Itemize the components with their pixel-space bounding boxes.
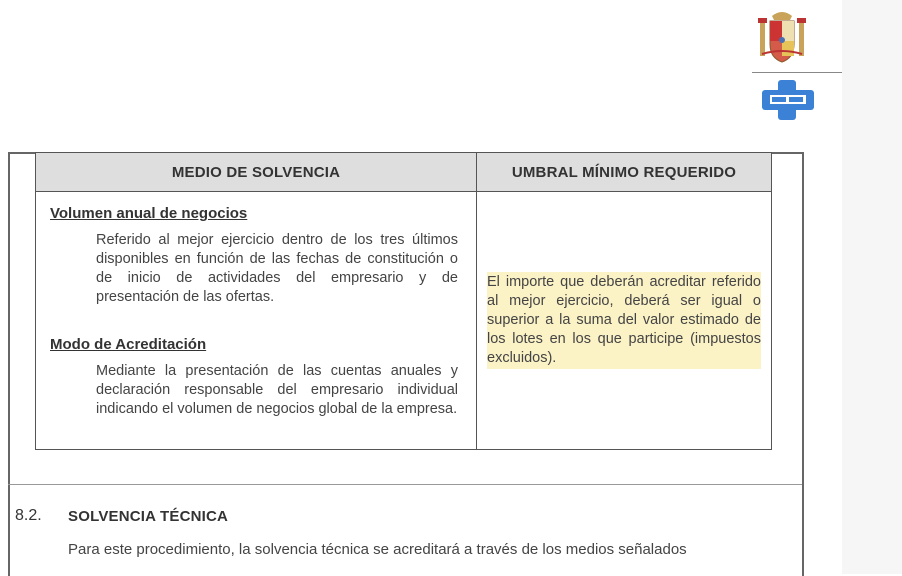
page-margin-shade (842, 0, 902, 574)
solvency-table (35, 152, 772, 450)
header-medio-de-solvencia: MEDIO DE SOLVENCIA (36, 153, 477, 192)
umbral-highlighted-text: El importe que deberán acreditar referido al mejor ejercicio, deberá ser igual o superior a la suma del valor estimado de los lotes en los que participe (impuestos excluidos). (487, 272, 761, 369)
section-number: 8.2. (15, 507, 42, 524)
medio-cell (36, 192, 477, 450)
health-service-logo (762, 80, 814, 120)
coat-of-arms-logo (756, 8, 808, 66)
header-logos (752, 8, 844, 123)
logo-divider-line (752, 72, 842, 73)
modo-heading: Modo de Acreditación (50, 336, 207, 353)
header-umbral-minimo: UMBRAL MÍNIMO REQUERIDO (477, 153, 772, 192)
section-intro: Para este procedimiento, la solvencia técnica se acreditará a través de los medios señalados (68, 541, 687, 558)
umbral-cell (477, 192, 772, 450)
section-divider (8, 484, 802, 485)
volumen-text: Referido al mejor ejercicio dentro de los tres últimos disponibles en función de las fechas de constitución o de inicio de actividades del empresario y de presentación de las ofertas. (96, 232, 458, 305)
volumen-heading: Volumen anual de negocios (50, 205, 248, 222)
section-title: SOLVENCIA TÉCNICA (68, 508, 229, 525)
modo-text: Mediante la presentación de las cuentas anuales y declaración responsable del empresario individual indicando el volumen de negocios global de la empresa. (96, 363, 458, 417)
